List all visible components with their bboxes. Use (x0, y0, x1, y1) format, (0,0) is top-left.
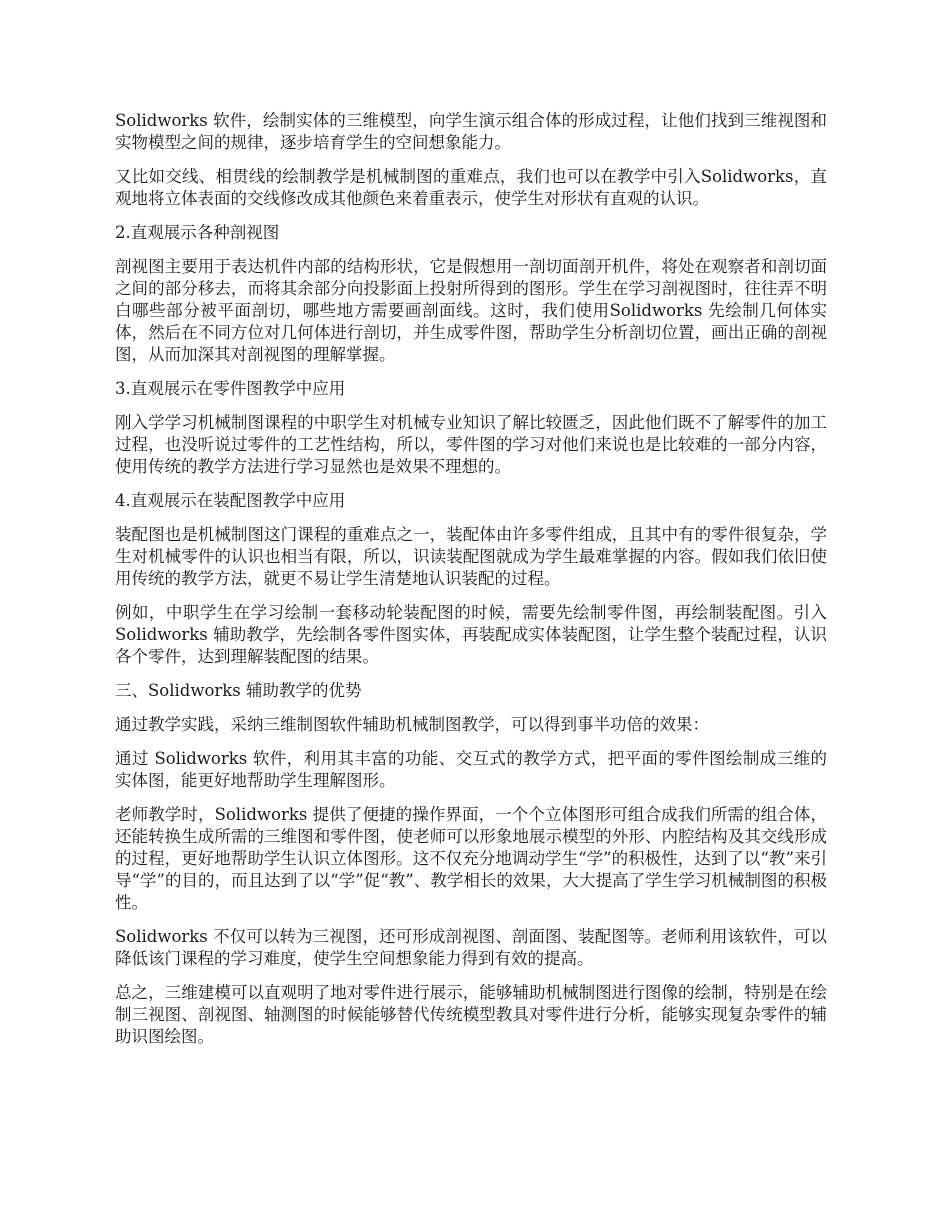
paragraph: 老师教学时，Solidworks 提供了便捷的操作界面，一个个立体图形可组合成我们所需的组合体，还能转换生成所需的三维图和零件图，使老师可以形象地展示模型的外形、内腔结构及其交线形成的过程，更好地帮助学生认识立体图形。这不仅充分地调动学生“学”的积极性，达到了以“教”来引导“学”的目的，而且达到了以“学”促“教”、教学相长的效果，大大提高了学生学习机械制图的积极性。 (115, 805, 827, 912)
section-heading: 4.直观展示在装配图教学中应用 (115, 491, 346, 510)
paragraph: 通过教学实践，采纳三维制图软件辅助机械制图教学，可以得到事半功倍的效果： (115, 715, 709, 734)
paragraph: Solidworks 不仅可以转为三视图，还可形成剖视图、剖面图、装配图等。老师利用该软件，可以降低该门课程的学习难度，使学生空间想象能力得到有效的提高。 (115, 927, 827, 968)
paragraph: 又比如交线、相贯线的绘制教学是机械制图的重难点，我们也可以在教学中引入Solidworks，直观地将立体表面的交线修改成其他颜色来着重表示，使学生对形状有直观的认识。 (115, 167, 827, 208)
paragraph: 通过 Solidworks 软件，利用其丰富的功能、交互式的教学方式，把平面的零件图绘制成三维的实体图，能更好地帮助学生理解图形。 (115, 749, 827, 790)
section-heading: 2.直观展示各种剖视图 (115, 223, 280, 242)
paragraph: 装配图也是机械制图这门课程的重难点之一，装配体由许多零件组成，且其中有的零件很复杂，学生对机械零件的认识也相当有限，所以，识读装配图就成为学生最难掌握的内容。假如我们依旧使用传统的教学方法，就更不易让学生清楚地认识装配的过程。 (115, 525, 827, 588)
paragraph: 总之，三维建模可以直观明了地对零件进行展示，能够辅助机械制图进行图像的绘制，特别是在绘制三视图、剖视图、轴测图的时候能够替代传统模型教具对零件进行分析，能够实现复杂零件的辅助识图绘图。 (115, 983, 827, 1046)
paragraph: 刚入学学习机械制图课程的中职学生对机械专业知识了解比较匮乏，因此他们既不了解零件的加工过程，也没听说过零件的工艺性结构，所以，零件图的学习对他们来说也是比较难的一部分内容，使用传统的教学方法进行学习显然也是效果不理想的。 (115, 413, 827, 476)
document-body (115, 110, 827, 1060)
paragraph: 剖视图主要用于表达机件内部的结构形状，它是假想用一剖切面剖开机件，将处在观察者和剖切面之间的部分移去，而将其余部分向投影面上投射所得到的图形。学生在学习剖视图时，往往弄不明白哪些部分被平面剖切，哪些地方需要画剖面线。这时，我们使用Solidworks 先绘制几何体实体，然后在不同方位对几何体进行剖切，并生成零件图，帮助学生分析剖切位置，画出正确的剖视图，从而加深其对剖视图的理解掌握。 (115, 257, 827, 364)
section-heading: 三、Solidworks 辅助教学的优势 (115, 681, 362, 700)
section-heading: 3.直观展示在零件图教学中应用 (115, 379, 346, 398)
paragraph: 例如，中职学生在学习绘制一套移动轮装配图的时候，需要先绘制零件图，再绘制装配图。引入 Solidworks 辅助教学，先绘制各零件图实体，再装配成实体装配图，让学生整个装配过程，认识各个零件，达到理解装配图的结果。 (115, 603, 827, 666)
paragraph: Solidworks 软件，绘制实体的三维模型，向学生演示组合体的形成过程，让他们找到三维视图和实物模型之间的规律，逐步培育学生的空间想象能力。 (115, 111, 827, 152)
